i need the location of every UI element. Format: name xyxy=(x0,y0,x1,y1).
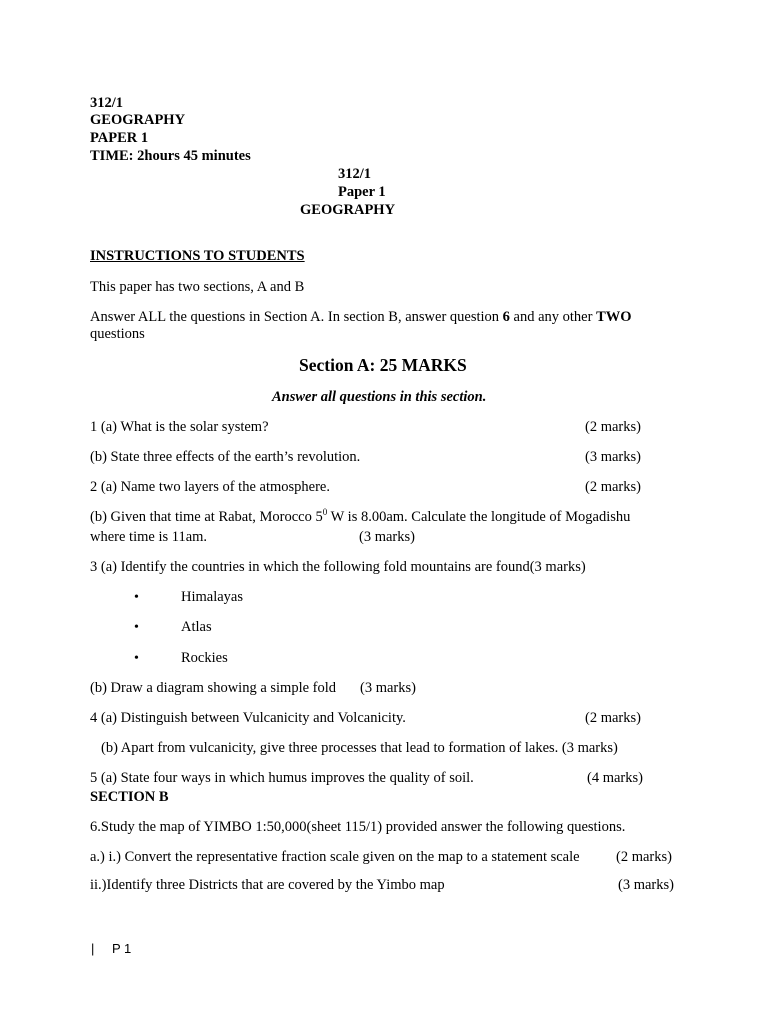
q2b-text xyxy=(90,509,630,526)
q3a-text: 3 (a) Identify the countries in which the following fold mountains are found(3 marks) xyxy=(90,559,586,575)
header-time: TIME: 2hours 45 minutes xyxy=(90,148,251,164)
q1a-text: 1 (a) What is the solar system? xyxy=(90,419,269,435)
mountain-item: Rockies xyxy=(181,650,228,666)
center-subject: GEOGRAPHY xyxy=(300,202,396,218)
q2a-marks: (2 marks) xyxy=(585,479,641,495)
q2b-line2: where time is 11am. xyxy=(90,529,208,545)
q4b-text: (b) Apart from vulcanicity, give three processes that lead to formation of lakes. (3 marks) xyxy=(101,740,618,756)
mountain-item: Atlas xyxy=(181,619,212,635)
instructions-heading: INSTRUCTIONS TO STUDENTS xyxy=(90,248,305,264)
bullet-icon: • xyxy=(134,590,139,605)
q1a-marks: (2 marks) xyxy=(585,419,641,435)
page-number: P 1 xyxy=(112,941,132,956)
instructions-two: TWO xyxy=(596,309,632,325)
q6-text: 6.Study the map of YIMBO 1:50,000(sheet 115/1) provided answer the following questions. xyxy=(90,819,626,835)
q4a-text: 4 (a) Distinguish between Vulcanicity and Volcanicity. xyxy=(90,710,406,726)
q3b-marks: (3 marks) xyxy=(360,680,416,696)
center-code: 312/1 xyxy=(338,166,372,182)
q2b-post: W is 8.00am. Calculate the longitude of Mogadishu xyxy=(327,509,631,525)
q6a-ii-marks: (3 marks) xyxy=(618,877,674,893)
q5a-text: 5 (a) State four ways in which humus improves the quality of soil. xyxy=(90,770,474,786)
q2b-marks: (3 marks) xyxy=(359,529,415,545)
instructions-line2-pre: Answer ALL the questions in Section A. In section B, answer question xyxy=(90,309,503,325)
instructions-question-number: 6 xyxy=(502,309,510,325)
header-code: 312/1 xyxy=(90,95,124,111)
degree-superscript: 0 xyxy=(322,507,328,517)
footer-separator: | xyxy=(91,941,95,956)
instructions-line2 xyxy=(90,309,632,326)
q5a-marks: (4 marks) xyxy=(587,770,643,786)
header-paper: PAPER 1 xyxy=(90,130,149,146)
section-b-title: SECTION B xyxy=(90,789,169,805)
q6a-i-text: a.) i.) Convert the representative fraction scale given on the map to a statement scale xyxy=(90,849,580,865)
q1b-text: (b) State three effects of the earth’s revolution. xyxy=(90,449,361,465)
bullet-icon: • xyxy=(134,651,139,666)
instructions-line2-cont: questions xyxy=(90,326,145,342)
q4a-marks: (2 marks) xyxy=(585,710,641,726)
q2a-text: 2 (a) Name two layers of the atmosphere. xyxy=(90,479,330,495)
q1b-marks: (3 marks) xyxy=(585,449,641,465)
q6a-ii-text: ii.)Identify three Districts that are covered by the Yimbo map xyxy=(90,877,445,893)
instructions-line2-mid: and any other xyxy=(509,309,597,325)
bullet-icon: • xyxy=(134,620,139,635)
mountain-item: Himalayas xyxy=(181,589,244,605)
q2b-pre: (b) Given that time at Rabat, Morocco 5 xyxy=(90,509,323,525)
center-paper: Paper 1 xyxy=(338,184,386,200)
q6a-i-marks: (2 marks) xyxy=(616,849,672,865)
header-subject: GEOGRAPHY xyxy=(90,112,186,128)
section-a-title: Section A: 25 MARKS xyxy=(299,355,467,375)
q3b-text: (b) Draw a diagram showing a simple fold xyxy=(90,680,337,696)
instructions-line1: This paper has two sections, A and B xyxy=(90,279,305,295)
section-a-subtitle: Answer all questions in this section. xyxy=(272,389,487,405)
